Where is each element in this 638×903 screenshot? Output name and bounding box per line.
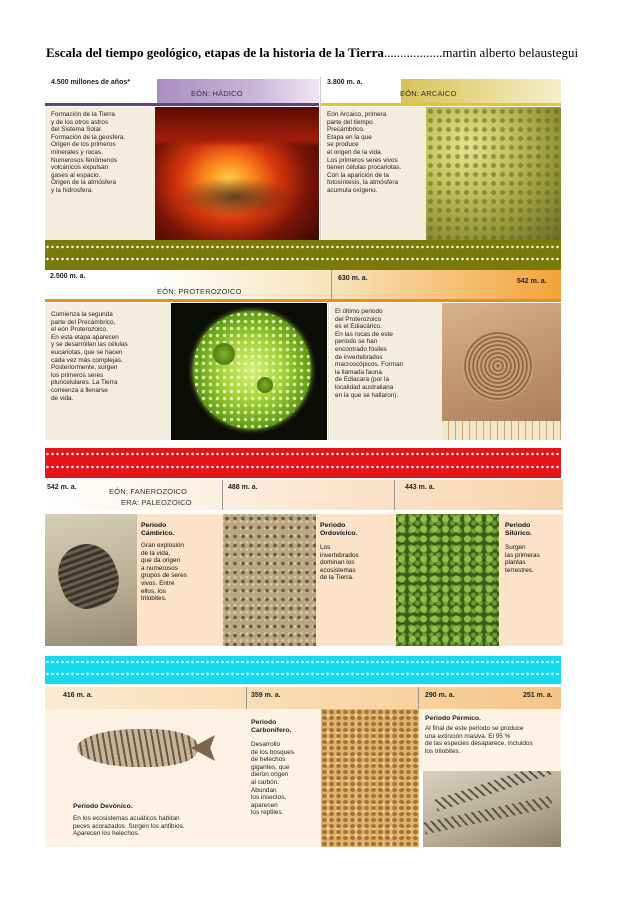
ordovician-rock-image xyxy=(223,514,316,646)
ediacarico-description: El último periodo del Proterozoico es el Ediacárico. En las rocas de este periodo se han encontrado fósiles de invertebrados macroscópicos. Forman la llamada fauna de Ediacara (por la localidad australiana en la que se hallaron). xyxy=(335,308,404,399)
volvox-cell-image xyxy=(171,303,327,440)
devonico-area xyxy=(45,709,247,847)
title-author: ..................martin alberto belaustegui xyxy=(383,45,579,60)
arcaico-text-area xyxy=(322,107,426,240)
header-date-542: 542 m. a. xyxy=(517,278,547,285)
header-date-hadico: 4.500 millones de años* xyxy=(51,79,130,86)
title-main: Escala del tiempo geológico, etapas de la historia de la Tierra xyxy=(46,45,384,60)
volcanic-lava-image xyxy=(155,107,319,240)
divider xyxy=(246,687,247,709)
permico-title: Periodo Pérmico. xyxy=(425,715,481,722)
panel-paleozoico-1 xyxy=(45,480,563,646)
ediacara-fossil-image xyxy=(442,303,561,440)
eon-label-proterozoico: EÓN: PROTEROZOICO xyxy=(157,287,242,296)
header-bar xyxy=(45,687,561,709)
permico-description: Al final de este periodo se produce una extinción masiva. El 95 % de las especies desaparece, incluidos los trilobites. xyxy=(425,725,533,755)
panel-paleozoico-2 xyxy=(45,687,561,847)
bacteria-colony-image xyxy=(426,107,561,240)
panel-proterozoico xyxy=(45,270,561,440)
carbonifero-title: Periodo Carbonífero. xyxy=(251,719,292,734)
ordovicico-title: Periodo Ordovícico. xyxy=(320,522,358,537)
header-date-630: 630 m. a. xyxy=(338,275,368,282)
ordovicico-text-area xyxy=(316,514,396,646)
header-date-251: 251 m. a. xyxy=(523,692,553,699)
proterozoico-text-area xyxy=(45,303,171,440)
devonico-description: En los ecosistemas acuáticos habitan peces acorazados. Surgen los anfibios. Aparecen los helechos. xyxy=(73,815,185,838)
arcaico-description: Eón Arcaico, primera parte del tiempo Precámbrico. Etapa en la que se produce el origen de la vida. Los primeros seres vivos tienen células procariotas. Con la aparición de la fotosíntesis, la atmósfera acumula oxígeno. xyxy=(327,111,402,194)
coelacanth-fish-image xyxy=(67,717,217,777)
hadico-description: Formación de la Tierra y de los otros astros del Sistema Solar. Formación de la geosfera. Origen de los primeros minerales y rocas. Numerosos fenómenos volcánicos expulsan gases al espacio. Origen de la atmósfera y la hidrosfera. xyxy=(51,111,126,194)
eon-label-fanerozoico: EÓN: FANEROZOICO xyxy=(109,487,188,496)
header-date-359: 359 m. a. xyxy=(251,692,281,699)
divider xyxy=(418,687,419,709)
cambrico-title: Periodo Cámbrico. xyxy=(141,522,175,537)
header-underline-right xyxy=(321,103,561,106)
trilobite-fossil-image xyxy=(45,514,137,646)
permico-text-area xyxy=(419,709,561,771)
separator-band-olive xyxy=(45,240,561,270)
header-date-416: 416 m. a. xyxy=(63,692,93,699)
header-date-arcaico: 3.800 m. a. xyxy=(327,79,363,86)
separator-band-cyan xyxy=(45,656,561,684)
silurico-text-area xyxy=(499,514,563,646)
divider xyxy=(222,480,223,510)
permian-fern-fossil-image xyxy=(423,771,561,847)
silurico-title: Periodo Silúrico. xyxy=(505,522,532,537)
header-underline xyxy=(45,299,561,302)
ordovicico-description: Los invertebrados dominan los ecosistemas de la Tierra. xyxy=(320,544,359,582)
header-bar xyxy=(45,270,561,300)
carbonifero-text-area xyxy=(247,709,321,847)
header-date-488: 488 m. a. xyxy=(228,484,258,491)
header-date-290: 290 m. a. xyxy=(425,692,455,699)
carbonifero-description: Desarrollo de los bosques de helechos gigantes, que dieron origen al carbón. Abundan los insectos, aparecen los reptiles. xyxy=(251,741,294,817)
divider xyxy=(320,77,321,240)
header-date-443: 443 m. a. xyxy=(405,484,435,491)
panel-hadico-arcaico xyxy=(45,77,561,240)
document-title xyxy=(46,45,578,61)
carboniferous-fern-fossil-image xyxy=(321,709,419,847)
silurian-plants-image xyxy=(396,514,499,646)
proterozoico-description: Comienza la segunda parte del Precámbrico, el eón Proterozoico. En esta etapa aparecen y se desarrollan las células eucariotas, que se hacen cada vez más complejas. Posteriormente, surgen los primeros seres pluricelulares. La Tierra comienza a llenarse de vida. xyxy=(51,311,128,402)
cambrico-description: Gran explosión de la vida, que da origen a numerosos grupos de seres vivos. Entre ellos, los trilobites. xyxy=(141,542,187,603)
silurico-description: Surgen las primeras plantas terrestres. xyxy=(505,544,540,574)
cambrico-text-area xyxy=(137,514,223,646)
divider xyxy=(394,480,395,510)
eon-label-hadico: EÓN: HÁDICO xyxy=(191,89,243,98)
ediacarico-text-area xyxy=(330,303,442,440)
era-label-paleozoico: ERA: PALEOZOICO xyxy=(121,498,192,507)
eon-label-arcaico: EÓN: ARCAICO xyxy=(400,89,457,98)
header-date-2500: 2.500 m. a. xyxy=(50,273,86,280)
separator-band-red xyxy=(45,448,561,478)
devonico-title: Periodo Devónico. xyxy=(73,803,133,810)
header-underline-left xyxy=(45,103,319,106)
divider xyxy=(331,270,332,300)
divider xyxy=(328,303,329,440)
header-date-542: 542 m. a. xyxy=(47,484,77,491)
hadico-text-area xyxy=(45,107,155,240)
